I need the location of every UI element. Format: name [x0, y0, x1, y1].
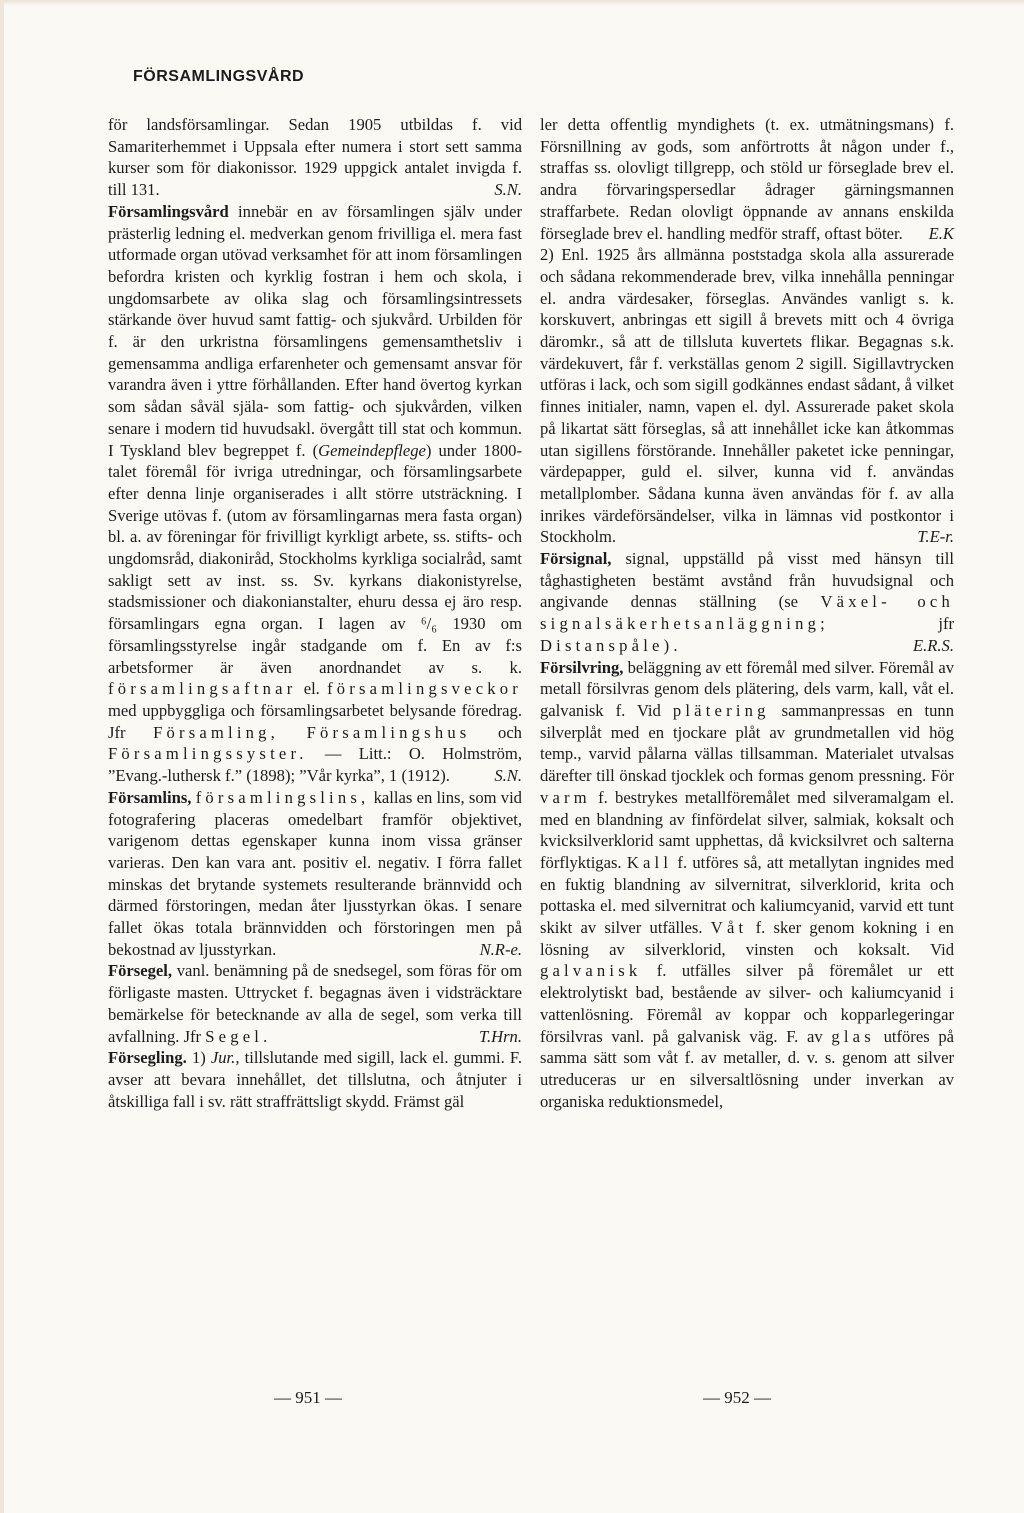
- entry-forsegel: Försegel, vanl. benämning på de snedsegel, som föras för om förligaste masten. Uttrycket f. begagnas även i vidsträcktare bemärkelse för betecknande av alla de segel, som verka till avfallning. Jfr Segel. T.Hrn.: [108, 961, 522, 1046]
- entry-forsilvring: Försilvring, beläggning av ett föremål med silver. Föremål av metall försilvras genom dels plätering, dels varm, kall, våt el. galvanisk f. Vid plätering sammanpressas en tunn silverplåt med en tjockare plåt av grundmetallen vid hög temp., varvid pålarna vällas tillsamman. Materialet utvalsas därefter till önskad tjocklek och formas genom pressning. För varm f. bestrykes metallföremålet med silveramalgam el. med en blandning av finfördelat silver, salmiak, koksalt och kvicksilverklorid samt upphettas, då kvicksilvret och salterna förflyktigas. Kall f. utföres så, att metallytan ingnides med en fuktig blandning av silvernitrat, silverklorid, krita och pottaska el. med silvernitrat och kaliumcyanid, varvid ett tunt skikt av silver utfälles. Våt f. sker genom kokning i en lösning av silverklorid, vinsten och koksalt. Vid galvanisk f. utfälles silver på föremålet ur ett elektrolytiskt bad, bestående av silver- och kaliumcyanid i vattenlösning. Föremål av koppar och kopparlegeringar försilvras vanl. på galvanisk väg. F. av glas utföres på samma sätt som våt f. av metaller, d. v. s. genom att silver utreduceras ur en silversaltlösning under inverkan av organiska reduktionsmedel,: [540, 657, 955, 1111]
- paragraph-diakonissor: för landsförsamlingar. Sedan 1905 utbildas f. vid Samariterhemmet i Uppsala efter numera i stort sett samma kurser som för diakonissor. 1929 uppgick antalet invigda f. till 131. S.N.: [108, 115, 522, 200]
- running-head: FÖRSAMLINGSVÅRD: [133, 68, 305, 85]
- headword: Försignal,: [540, 549, 612, 569]
- signature: T.E-r.: [917, 527, 954, 547]
- page-number-left: — 951 —: [274, 1388, 342, 1407]
- page-number-right: — 952 —: [703, 1388, 771, 1407]
- signature: N.R-e.: [479, 939, 522, 959]
- signature: S.N.: [494, 766, 522, 786]
- headword: Församlingsvård: [108, 201, 229, 221]
- paragraph-poststadga: 2) Enl. 1925 års allmänna poststadga skola alla assurerade och sådana rekommenderade brev, vilka innehålla penningar el. andra värdesaker, förseglas. Användes vanligt s. k. korskuvert, anbringas ett sigill å brevets mitt och 4 övriga däromkr., så att de tillsluta kuvertets flikar. Begagnas s.k. värdekuvert, får f. verkställas genom 2 sigill. Sigillavtrycken utföras i lack, och som sigill godkännes endast sådant, å vilket finnes initialer, namn, vapen el. dyl. Assurerade paket skola på likartat sätt förseglas, så att innehållet icke kan åtkommas utan sigillens förstörande. Innehåller paketet icke penningar, värdepapper, guld el. silver, kunna vid f. användas metallplomber. Sådana kunna även användas för f. av alla inrikes värdeförsändelser, vilka in lämnas vid postkontor i Stockholm. T.E-r.: [540, 245, 954, 547]
- entry-forsegling: Försegling. 1) Jur., tillslutande med sigill, lack el. gummi. F. avser att bevara innehållet, det tillslutna, och åtnjuter i åtskilliga fall i sv. rätt straffrättsligt skydd. Främst gäl: [108, 1048, 522, 1111]
- headword: Försegling.: [108, 1048, 187, 1068]
- left-edge: [0, 0, 4, 1513]
- signature: E.K: [928, 223, 954, 243]
- signature: T.Hrn.: [478, 1026, 522, 1046]
- top-edge: [0, 0, 1024, 6]
- right-column: [540, 114, 954, 1112]
- signature: E.R.S.: [912, 635, 954, 655]
- headword: Försegel,: [108, 961, 173, 981]
- entry-forsamlingsvard: Församlingsvård innebär en av församlingen själv under prästerlig ledning el. medverkan genom frivilliga el. mera fast utformade organ utövad verksamhet för att inom församlingen befordra kristen och kyrklig fostran i hem och skola, i ungdomsarbete av olika slag och församlingsintressets stärkande över huvud samt fattig- och sjukvård. Urbilden för f. är den urkristna församlingens gemensamthetsliv i gemensamma andliga erfarenheter och gemensamt ansvar för varandra även i yttre förhållanden. Efter hand övertog kyrkan som sådan såväl själa- som fattig- och sjukvården, vilken senare i modern tid huvudsakl. övergått till stat och kommun. I Tyskland blev begreppet f. (Gemeindepflege) under 1800-talet föremål för ivriga utredningar, och församlingsarbete efter denna linje organiserades i allt större utsträckning. I Sverige utövas f. (utom av församlingarnas mera fasta organ) bl. a. av föreningar för frivilligt kyrkligt arbete, ss. stifts- och ungdomsråd, diakoniråd, Stockholms kyrkliga socialråd, samt sakligt sett av inst. ss. Sv. kyrkans diakonistyrelse, stadsmissioner och diakonianstalter, ehuru dessa ej äro resp. församlingars egna organ. I lagen av ⁶/₆ 1930 om församlingsstyrelse ingår stadgande om f. En av f:s arbetsformer är även anordnandet av s. k. församlingsaftnar el. församlingsveckor med uppbyggliga och församlingsarbetet belysande föredrag. Jfr Församling, Församlingshus och Församlingssyster. — Litt.: O. Holmström, ”Evang.-luthersk f.” (1898); ”Vår kyrka”, 1 (1912). S.N.: [108, 201, 522, 786]
- headword: Församlins,: [108, 787, 192, 807]
- signature: S.N.: [494, 180, 522, 200]
- headword: Försilvring,: [540, 657, 624, 677]
- left-column: [108, 114, 522, 1112]
- entry-forsatslins: Församlins, församlingslins, kallas en lins, som vid fotografering placeras omedelbart framför objektivet, varigenom dettas egenskaper kunna inom vissa gränser varieras. Den kan vara ant. positiv el. negativ. I förra fallet minskas det brytande systemets resulterande brännvidd och därmed förstoringen, medan åter ljusstyrkan ökas. I senare fallet ökas totala brännvidden och förstoringen men på bekostnad av ljusstyrkan. N.R-e.: [108, 787, 522, 959]
- paragraph-forsegling-cont: ler detta offentlig myndighets (t. ex. utmätningsmans) f. Försnillning av gods, som anförtrotts åt någon under f., straffas ss. olovligt tillgrepp, och stöld ur förseglade brev el. andra förvaringspersedlar ådrager gärningsmannen straffarbete. Redan olovligt öppnande av annans enskilda förseglade brev el. handling medför straff, oftast böter. E.K: [540, 115, 954, 243]
- entry-forsignal: Försignal, signal, uppställd på visst med hänsyn till tåghastigheten bestämt avstånd från huvudsignal och angivande dennas ställning (se Växel- och signalsäkerhetsanläggning; jfr Distanspåle). E.R.S.: [540, 549, 954, 655]
